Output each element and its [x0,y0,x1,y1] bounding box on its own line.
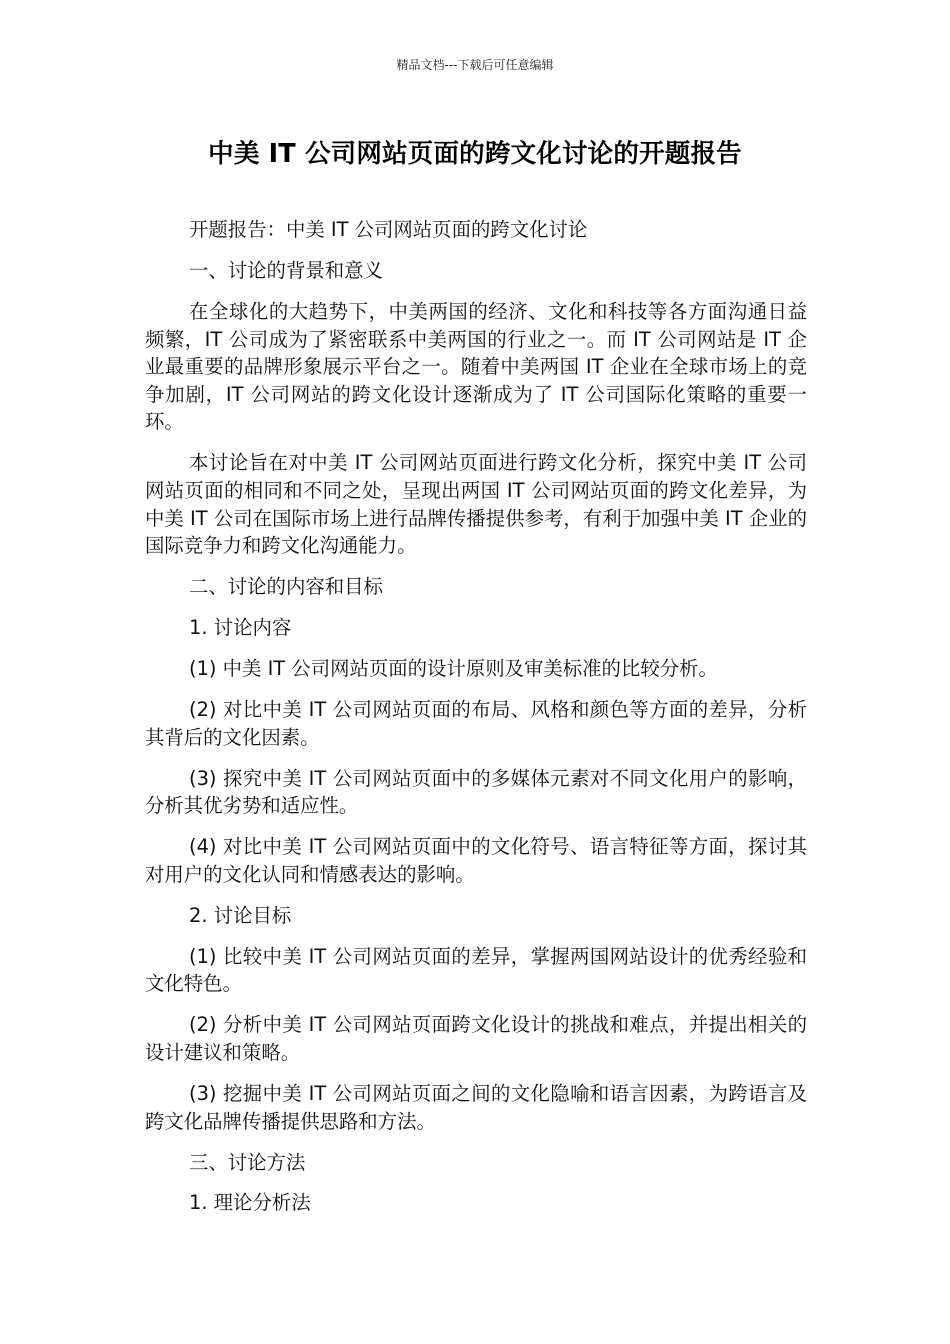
document-title: 中美 IT 公司网站页面的跨文化讨论的开题报告 [208,139,742,169]
list-item-content-4: (4) 对比中美 IT 公司网站页面中的文化符号、语言特征等方面，探讨其对用户的文化认同和情感表达的影响。 [145,835,807,886]
list-item-goal-3: (3) 挖掘中美 IT 公司网站页面之间的文化隐喻和语言因素，为跨语言及跨文化品牌传播提供思路和方法。 [145,1081,807,1133]
subheading-goals: 2. 讨论目标 [189,903,292,927]
list-item-goal-2: (2) 分析中美 IT 公司网站页面跨文化设计的挑战和难点，并提出相关的设计建议和策略。 [145,1013,807,1064]
report-subtitle: 开题报告：中美 IT 公司网站页面的跨文化讨论 [189,218,588,241]
subheading-theory-method: 1. 理论分析法 [189,1191,311,1215]
section-heading-methods: 三、讨论方法 [189,1150,306,1174]
header-note: 精品文档---下载后可任意编辑 [396,58,554,72]
section-heading-background: 一、讨论的背景和意义 [189,258,383,282]
subheading-content: 1. 讨论内容 [189,616,292,640]
list-item-content-3: (3) 探究中美 IT 公司网站页面中的多媒体元素对不同文化用户的影响，分析其优劣势和适应性。 [145,766,807,818]
list-item-goal-1: (1) 比较中美 IT 公司网站页面的差异，掌握两国网站设计的优秀经验和文化特色。 [145,944,807,996]
list-item-content-1: (1) 中美 IT 公司网站页面的设计原则及审美标准的比较分析。 [189,657,718,681]
paragraph-purpose: 本讨论旨在对中美 IT 公司网站页面进行跨文化分析，探究中美 IT 公司网站页面的相同和不同之处，呈现出两国 IT 公司网站页面的跨文化差异，为中美 IT 公司在国际市场上进行品牌传播提供参考，有利于加强中美 IT 企业的国际竞争力和跨文化沟通能力。 [145,451,807,558]
document-body [145,216,807,1230]
list-item-content-2: (2) 对比中美 IT 公司网站页面的布局、风格和颜色等方面的差异，分析其背后的文化因素。 [145,698,807,749]
section-heading-content-goals: 二、讨论的内容和目标 [189,575,383,599]
paragraph-background: 在全球化的大趋势下，中美两国的经济、文化和科技等各方面沟通日益频繁，IT 公司成为了紧密联系中美两国的行业之一。而 IT 公司网站是 IT 企业最重要的品牌形象展示平台之一。随着中美两国 IT 企业在全球市场上的竞争加剧，IT 公司网站的跨文化设计逐渐成为了 IT 公司国际化策略的重要一环。 [145,299,807,434]
